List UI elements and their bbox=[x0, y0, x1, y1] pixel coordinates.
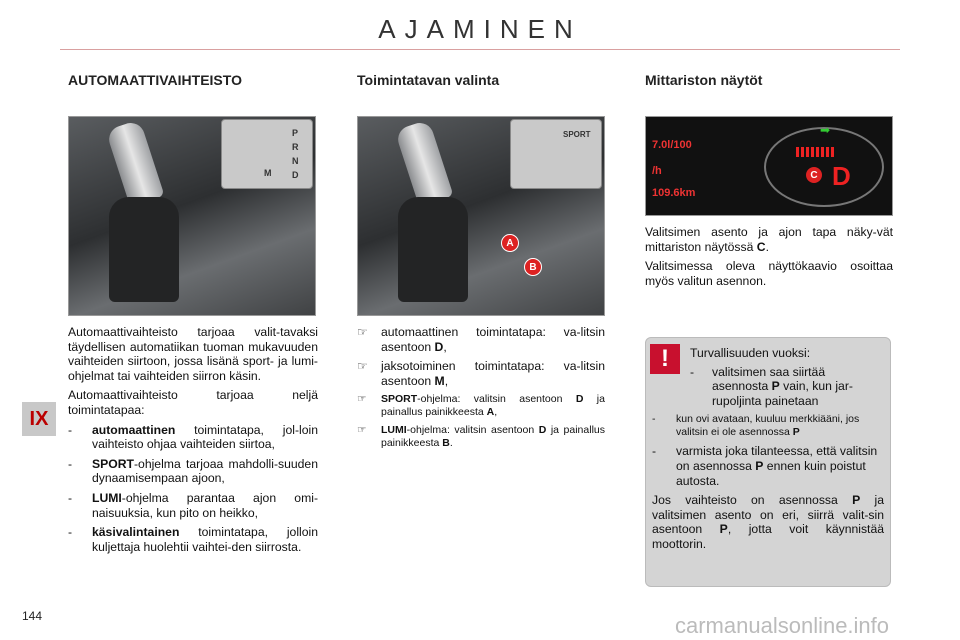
gear-knob-illustration bbox=[395, 119, 454, 206]
section-body bbox=[645, 225, 893, 288]
speedometer-dial bbox=[764, 127, 884, 207]
section-mode-selection bbox=[357, 72, 605, 455]
instrument-cluster-photo bbox=[645, 116, 893, 216]
warning-lead: Turvallisuuden vuoksi: bbox=[690, 346, 811, 360]
speed-unit: /h bbox=[652, 165, 662, 177]
section-automatic-gearbox bbox=[68, 72, 318, 559]
mode-list bbox=[68, 423, 318, 555]
gear-boot-illustration bbox=[109, 197, 179, 302]
mode-selection-list bbox=[357, 325, 605, 450]
odometer-readout: 109.6km bbox=[652, 187, 696, 199]
gear-selector-photo bbox=[68, 116, 316, 316]
gear-boot-illustration bbox=[398, 197, 468, 302]
marker-b: B bbox=[524, 258, 542, 276]
marker-c: C bbox=[806, 167, 822, 183]
mode-buttons-photo bbox=[357, 116, 605, 316]
gear-label-m: M bbox=[264, 168, 272, 178]
sport-label: SPORT bbox=[563, 130, 591, 139]
warning-list bbox=[652, 365, 884, 489]
watermark: carmanualsonline.info bbox=[675, 613, 890, 638]
gear-label-p: P bbox=[292, 128, 299, 138]
list-item: - valitsimen saa siirtää asennosta P vain, kun jar-rupoljinta painetaan bbox=[690, 364, 853, 408]
list-item: ☞ jaksotoiminen toimintatapa: va-litsin asentoon M, bbox=[357, 359, 605, 388]
gear-indicator: D bbox=[832, 161, 851, 191]
list-item: ☞ LUMI-ohjelma: valitsin asentoon D ja painallus painikkeesta B. bbox=[357, 424, 605, 450]
gear-bar bbox=[796, 147, 836, 157]
paragraph: Automaattivaihteisto tarjoaa neljä toimintatapaa: bbox=[68, 388, 318, 417]
section-instrument-display bbox=[645, 72, 893, 293]
title-rule bbox=[60, 49, 900, 50]
safety-warning-box bbox=[645, 337, 891, 587]
section-body bbox=[357, 325, 605, 450]
warning-closing: Jos vaihteisto on asennossa P ja valitsimen asento on eri, siirrä valit-sin asentoon P, jotta voit käynnistää moottorin. bbox=[652, 493, 885, 551]
list-item: ☞ automaattinen toimintatapa: va-litsin asentoon D, bbox=[357, 325, 605, 354]
section-heading: AUTOMAATTIVAIHTEISTO bbox=[68, 72, 242, 88]
paragraph: Valitsimen asento ja ajon tapa näky-vät mittariston näytössä C. bbox=[645, 225, 893, 254]
page-number: 144 bbox=[22, 609, 43, 623]
fuel-readout: 7.0l/100 bbox=[652, 139, 692, 151]
mode-buttons-inset bbox=[510, 119, 602, 189]
gear-pattern-inset bbox=[221, 119, 313, 189]
gear-knob-illustration bbox=[106, 119, 165, 206]
list-item: - SPORT-ohjelma tarjoaa mahdolli-suuden dynaamisempaan ajoon, bbox=[68, 456, 318, 486]
list-item: - kun ovi avataan, kuuluu merkkiääni, jos valitsin ei ole asennossa P bbox=[652, 413, 860, 439]
gear-label-r: R bbox=[292, 142, 299, 152]
paragraph: Valitsimessa oleva näyttökaavio osoittaa myös valitun asennon. bbox=[645, 259, 893, 288]
list-item: - LUMI-ohjelma parantaa ajon omi-naisuuksia, kun pito on heikko, bbox=[68, 490, 318, 520]
list-item: - käsivalintainen toimintatapa, jolloin kuljettaja huolehtii vaihtei-den siirrosta. bbox=[68, 525, 318, 554]
marker-a: A bbox=[501, 234, 519, 252]
section-heading: Toimintatavan valinta bbox=[357, 72, 500, 88]
arrow-icon: ➡ bbox=[820, 123, 831, 137]
list-item: - automaattinen toimintatapa, jol-loin vaihteisto ohjaa vaihteiden siirtoa, bbox=[68, 422, 318, 452]
warning-icon: ! bbox=[650, 344, 680, 374]
gear-label-d: D bbox=[292, 170, 299, 180]
list-item: - varmista joka tilanteessa, että valitsin on asennossa P ennen kuin poistut autosta. bbox=[652, 444, 878, 488]
page-title: AJAMINEN bbox=[378, 14, 582, 44]
chapter-tab: IX bbox=[22, 402, 56, 436]
list-item: ☞ SPORT-ohjelma: valitsin asentoon D ja painallus painikkeesta A, bbox=[357, 393, 605, 419]
section-body bbox=[68, 325, 318, 554]
paragraph: Automaattivaihteisto tarjoaa valit-tavaksi täydellisen automatiikan tuoman mukavuuden vaihteiden siirtoon, jossa lisänä sport- ja lumi-ohjelmat tai vaihteiden siirron käsin. bbox=[68, 325, 318, 383]
gear-label-n: N bbox=[292, 156, 299, 166]
section-heading: Mittariston näytöt bbox=[645, 72, 763, 88]
